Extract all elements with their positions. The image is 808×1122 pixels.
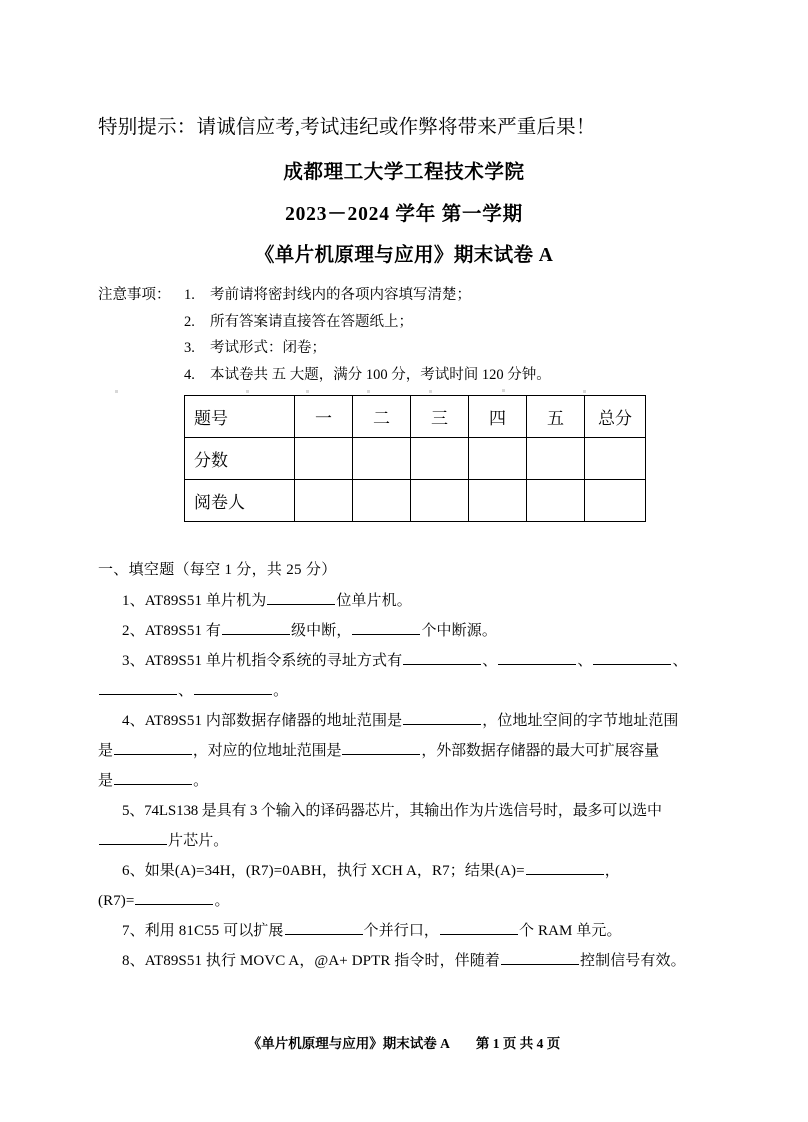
question-line — [98, 826, 718, 856]
score-table-row-header: 题号 — [185, 396, 295, 438]
question-text: 1、AT89S51 单片机为 — [122, 593, 267, 609]
score-table-cell[interactable] — [353, 480, 411, 522]
question-text: 个并行口， — [363, 923, 440, 939]
question-text: 。 — [193, 773, 209, 789]
answer-blank[interactable] — [114, 739, 192, 755]
score-table-column-header: 总分 — [585, 396, 646, 438]
question-line — [98, 766, 718, 796]
answer-blank[interactable] — [194, 679, 272, 695]
instructions-label: 注意事项： — [98, 287, 171, 303]
question-q3 — [98, 646, 718, 706]
question-q6 — [98, 856, 718, 916]
score-table-cell[interactable] — [527, 438, 585, 480]
answer-blank[interactable] — [593, 649, 671, 665]
question-text: 4、AT89S51 内部数据存储器的地址范围是 — [122, 713, 403, 729]
instruction-row — [98, 315, 738, 330]
instruction-number: 4. — [184, 366, 195, 383]
scan-speckle — [246, 390, 249, 393]
answer-blank[interactable] — [135, 889, 213, 905]
score-table-row-header: 阅卷人 — [185, 480, 295, 522]
score-table-row-header: 分数 — [185, 438, 295, 480]
question-text: 个 RAM 单元。 — [519, 923, 622, 939]
scan-speckle — [429, 390, 432, 393]
question-text: ，位地址空间的字节地址范围 — [482, 713, 679, 729]
instruction-text: 所有答案请直接答在答题纸上； — [210, 313, 413, 330]
instruction-row — [98, 368, 738, 383]
answer-blank[interactable] — [99, 829, 167, 845]
question-text: 7、利用 81C55 可以扩展 — [122, 923, 284, 939]
question-q4 — [98, 706, 718, 796]
instructions-list — [98, 288, 738, 394]
instruction-number: 2. — [184, 313, 195, 330]
exam-title-block — [98, 163, 710, 266]
question-text: 、 — [577, 653, 593, 669]
scan-speckle — [502, 389, 505, 392]
instruction-row — [98, 341, 738, 356]
answer-blank[interactable] — [267, 589, 335, 605]
question-text: 6、如果(A)=34H，(R7)=0ABH，执行 XCH A，R7；结果(A)= — [122, 863, 525, 879]
question-text: 。 — [273, 683, 289, 699]
question-q5 — [98, 796, 718, 856]
answer-blank[interactable] — [498, 649, 576, 665]
score-table-cell[interactable] — [585, 438, 646, 480]
page-footer — [98, 1032, 710, 1052]
answer-blank[interactable] — [440, 919, 518, 935]
answer-blank[interactable] — [403, 649, 481, 665]
score-table-column-header: 四 — [469, 396, 527, 438]
question-line — [98, 586, 718, 616]
instruction-text: 考前请将密封线内的各项内容填写清楚； — [210, 287, 471, 303]
question-q1 — [98, 586, 718, 616]
score-table-cell[interactable] — [295, 438, 353, 480]
score-table-cell[interactable] — [411, 480, 469, 522]
question-line — [98, 856, 718, 886]
score-table-cell[interactable] — [469, 480, 527, 522]
question-line — [98, 796, 718, 826]
question-text: (R7)= — [98, 893, 135, 909]
answer-blank[interactable] — [285, 919, 363, 935]
question-text: 位单片机。 — [336, 593, 412, 609]
question-line — [98, 646, 718, 676]
question-line — [98, 886, 718, 916]
question-text: 5、74LS138 是具有 3 个输入的译码器芯片，其输出作为片选信号时，最多可以选中 — [122, 803, 662, 819]
answer-blank[interactable] — [222, 619, 290, 635]
answer-blank[interactable] — [342, 739, 420, 755]
question-text: 。 — [214, 893, 230, 909]
score-table-row — [185, 480, 646, 522]
score-table-column-header: 三 — [411, 396, 469, 438]
score-table — [184, 395, 646, 522]
question-q2 — [98, 616, 718, 646]
question-text: 个中断源。 — [421, 623, 497, 639]
answer-blank[interactable] — [352, 619, 420, 635]
question-text: 2、AT89S51 有 — [122, 623, 222, 639]
score-table-column-header: 二 — [353, 396, 411, 438]
answer-blank[interactable] — [526, 859, 604, 875]
score-table-row — [185, 438, 646, 480]
question-q8 — [98, 946, 718, 976]
question-text: ， — [604, 863, 620, 879]
instruction-row — [98, 288, 738, 303]
question-q7 — [98, 916, 718, 946]
score-table-row — [185, 396, 646, 438]
exam-paper-title: 《单片机原理与应用》期末试卷 A — [254, 245, 554, 266]
answer-blank[interactable] — [114, 769, 192, 785]
question-text: 级中断， — [291, 623, 352, 639]
question-text: 是 — [98, 743, 113, 759]
scan-speckle — [115, 390, 118, 393]
scan-speckle — [583, 390, 586, 393]
question-line — [98, 916, 718, 946]
question-line — [98, 616, 718, 646]
score-table-cell[interactable] — [411, 438, 469, 480]
question-text: ，对应的位地址范围是 — [192, 743, 342, 759]
answer-blank[interactable] — [99, 679, 177, 695]
scan-speckle — [367, 390, 370, 393]
question-text: 、 — [178, 683, 194, 699]
score-table-cell[interactable] — [585, 480, 646, 522]
instruction-number: 3. — [184, 340, 195, 356]
question-text: 控制信号有效。 — [580, 953, 686, 969]
question-text: 、 — [482, 653, 498, 669]
section-heading-fill-in-blank: 一、填空题（每空 1 分，共 25 分） — [98, 562, 337, 578]
academic-term: 2023－2024 学年 第一学期 — [285, 203, 523, 225]
answer-blank[interactable] — [403, 709, 481, 725]
question-line — [98, 676, 718, 706]
score-table-cell[interactable] — [353, 438, 411, 480]
question-text: 片芯片。 — [168, 833, 229, 849]
question-text: 是 — [98, 773, 114, 789]
exam-notice-line: 特别提示：请诚信应考,考试违纪或作弊将带来严重后果！ — [98, 117, 596, 138]
instruction-text: 考试形式：闭卷； — [210, 340, 326, 356]
question-line — [98, 736, 718, 766]
answer-blank[interactable] — [501, 949, 579, 965]
question-text: 3、AT89S51 单片机指令系统的寻址方式有 — [122, 653, 403, 669]
instruction-text: 本试卷共 五 大题，满分 100 分，考试时间 120 分钟。 — [210, 366, 551, 383]
score-table-cell[interactable] — [527, 480, 585, 522]
score-table-column-header: 一 — [295, 396, 353, 438]
institution-name: 成都理工大学工程技术学院 — [283, 162, 525, 183]
question-text: 8、AT89S51 执行 MOVC A，@A+ DPTR 指令时，伴随着 — [122, 953, 500, 969]
question-line — [98, 706, 718, 736]
score-table-cell[interactable] — [469, 438, 527, 480]
scan-speckle — [306, 390, 309, 393]
question-line — [98, 946, 718, 976]
question-list — [98, 586, 718, 976]
score-table-column-header: 五 — [527, 396, 585, 438]
question-text: ，外部数据存储器的最大可扩展容量 — [421, 743, 659, 759]
instruction-number: 1. — [184, 287, 195, 303]
question-text: 、 — [672, 653, 688, 669]
score-table-cell[interactable] — [295, 480, 353, 522]
footer-title: 《单片机原理与应用》期末试卷 A — [247, 1036, 450, 1051]
footer-page-number: 第 1 页 共 4 页 — [475, 1036, 561, 1051]
